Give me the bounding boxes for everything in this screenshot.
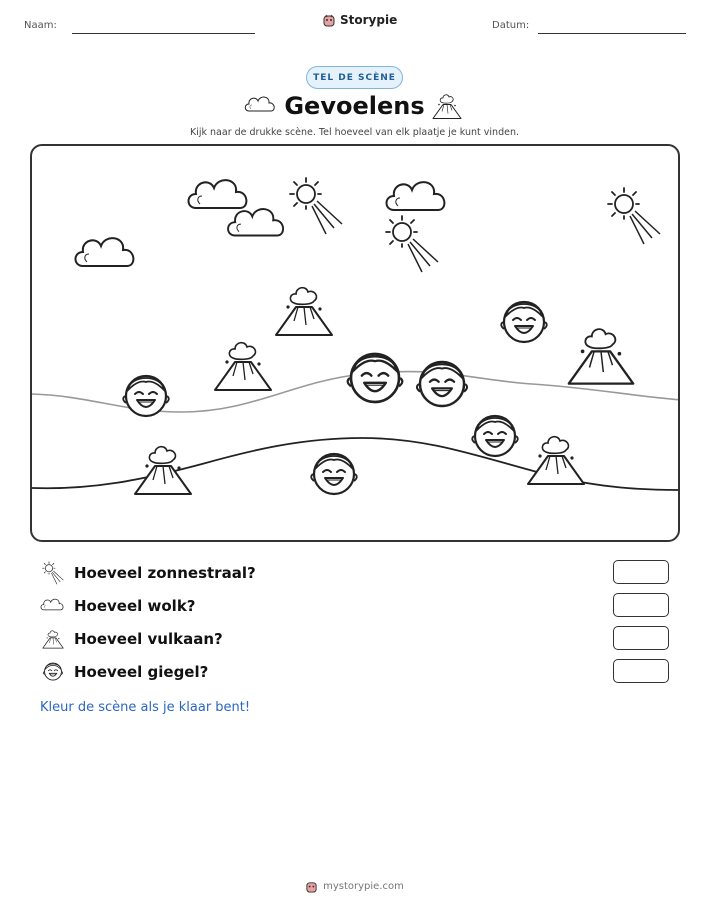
volcano-icon (42, 627, 64, 651)
answer-box[interactable] (613, 626, 669, 650)
storypie-mascot-icon (305, 880, 318, 893)
page-title: Gevoelens (284, 92, 425, 120)
question-row (40, 626, 223, 652)
footer (0, 880, 709, 893)
volcano-icon (569, 329, 633, 383)
activity-badge: TEL DE SCÈNE (306, 66, 403, 89)
brand-name: Storypie (340, 13, 398, 27)
cloud-icon (228, 209, 283, 235)
footer-url[interactable]: mystorypie.com (323, 881, 404, 892)
answer-box[interactable] (613, 593, 669, 617)
question-row (40, 560, 256, 586)
instructions: Kijk naar de drukke scène. Tel hoeveel van elk plaatje je kunt vinden. (190, 127, 519, 138)
brand-logo (322, 13, 397, 27)
question-row (40, 593, 196, 619)
giggle-face-icon (311, 454, 357, 494)
giggle-face-icon (472, 416, 518, 456)
volcano-icon (135, 447, 191, 494)
date-field[interactable] (538, 33, 686, 34)
giggle-face-icon (123, 376, 169, 416)
storypie-mascot-icon (322, 13, 336, 27)
giggle-face-icon (501, 302, 547, 342)
giggle-face-icon (417, 362, 467, 406)
volcano-icon (276, 288, 332, 335)
cloud-icon (189, 180, 247, 208)
giggle-face-icon (42, 661, 64, 683)
answer-box[interactable] (613, 659, 669, 683)
name-label: Naam: (24, 20, 57, 31)
cloud-icon (387, 182, 445, 210)
sunbeam-icon (386, 216, 438, 272)
cloud-icon (40, 597, 66, 615)
coloring-note: Kleur de scène als je klaar bent! (40, 700, 251, 715)
volcano-icon (432, 92, 462, 120)
sunbeam-icon (41, 561, 65, 585)
answer-box[interactable] (613, 560, 669, 584)
giggle-face-icon (348, 354, 403, 402)
date-label: Datum: (492, 20, 530, 31)
question-label: Hoeveel giegel? (74, 663, 209, 681)
name-field[interactable] (72, 33, 255, 34)
scene-illustration (30, 144, 680, 542)
volcano-icon (215, 343, 271, 390)
question-label: Hoeveel vulkaan? (74, 630, 223, 648)
question-label: Hoeveel zonnestraal? (74, 564, 256, 582)
sunbeam-icon (290, 178, 342, 234)
sunbeam-icon (608, 188, 660, 244)
cloud-icon (76, 238, 134, 266)
volcano-icon (528, 437, 584, 484)
question-label: Hoeveel wolk? (74, 597, 196, 615)
question-row (40, 659, 208, 685)
